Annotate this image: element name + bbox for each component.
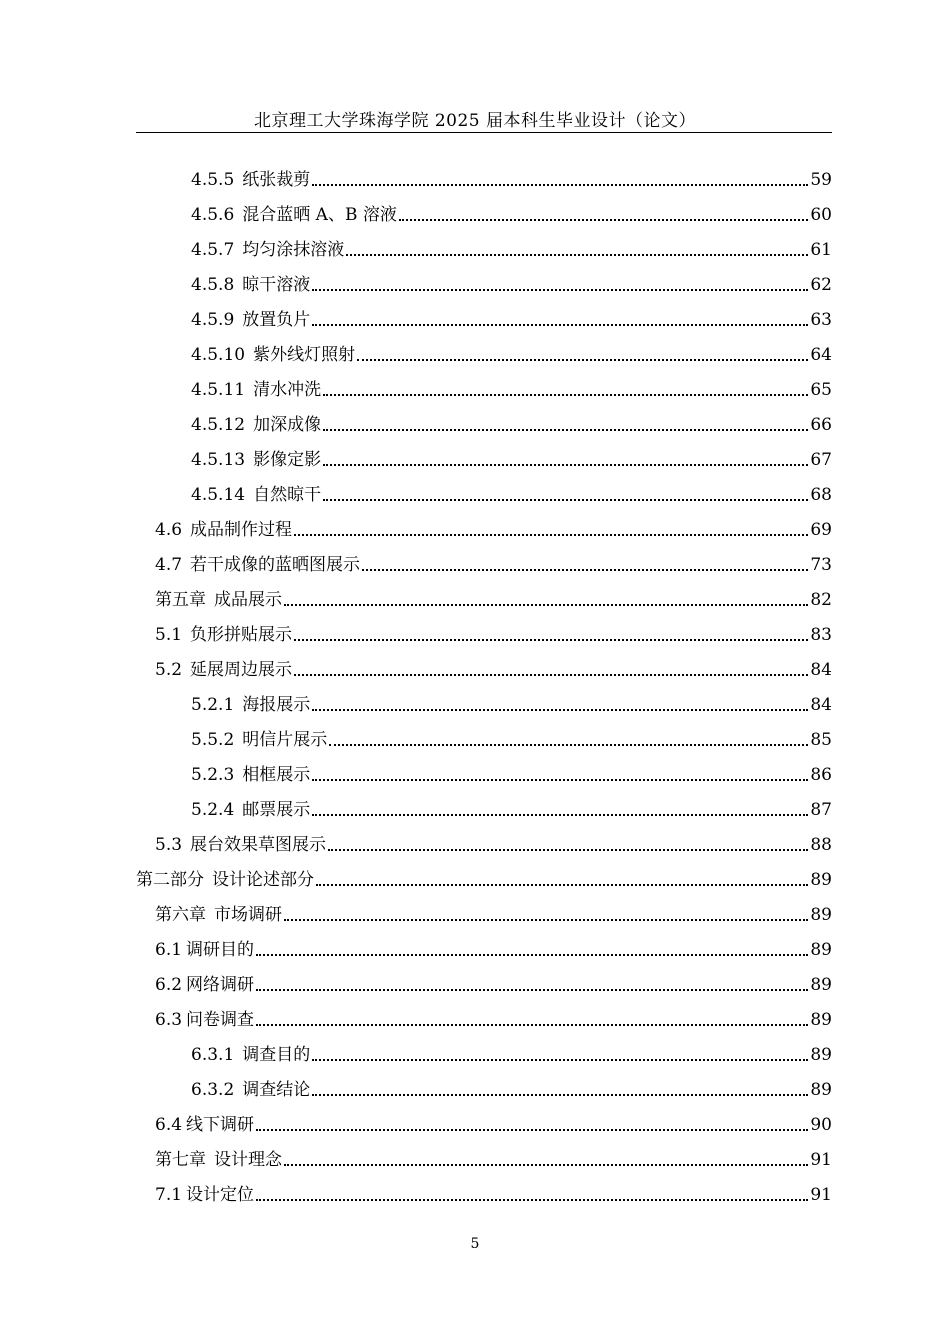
toc-entry-page: 73 (810, 555, 832, 575)
toc-entry-leader (357, 359, 808, 361)
toc-entry[interactable] (191, 723, 832, 758)
toc-entry[interactable] (191, 443, 832, 478)
toc-entry-title: 成品展示 (214, 590, 282, 610)
toc-entry-number: 6.3.2 (191, 1080, 235, 1100)
toc-entry-title: 市场调研 (214, 905, 282, 925)
toc-entry-page: 89 (810, 940, 832, 960)
toc-entry[interactable] (155, 653, 832, 688)
toc-entry-number: 4.5.13 (191, 450, 246, 470)
toc-entry-page: 89 (810, 1045, 832, 1065)
toc-entry-leader (294, 534, 808, 536)
toc-entry-number: 4.6 (155, 520, 183, 540)
toc-entry[interactable] (191, 198, 832, 233)
toc-entry-title: 成品制作过程 (190, 520, 293, 540)
toc-entry-number: 6.2 (155, 975, 183, 995)
toc-entry-leader (256, 989, 808, 991)
toc-entry-number: 4.5.14 (191, 485, 246, 505)
toc-entry[interactable] (136, 863, 832, 898)
toc-entry-page: 85 (810, 730, 832, 750)
toc-entry-page: 90 (810, 1115, 832, 1135)
toc-entry[interactable] (191, 688, 832, 723)
toc-entry-leader (329, 744, 808, 746)
toc-entry-number: 5.5.2 (191, 730, 235, 750)
toc-entry-leader (312, 1059, 808, 1061)
toc-entry-number: 4.5.9 (191, 310, 235, 330)
toc-entry-number: 4.5.5 (191, 170, 235, 190)
toc-entry-page: 83 (810, 625, 832, 645)
toc-entry-number: 4.5.7 (191, 240, 235, 260)
toc-entry-page: 89 (810, 975, 832, 995)
toc-entry-number: 第二部分 (136, 870, 204, 890)
toc-entry-title: 均匀涂抹溶液 (242, 240, 345, 260)
toc-entry-page: 91 (810, 1150, 832, 1170)
toc-entry-leader (328, 849, 808, 851)
toc-entry-page: 59 (810, 170, 832, 190)
toc-entry-page: 89 (810, 905, 832, 925)
toc-entry-title: 延展周边展示 (190, 660, 293, 680)
toc-entry-title: 设计理念 (214, 1150, 282, 1170)
toc-entry-title: 调研目的 (186, 940, 255, 960)
toc-entry-number: 7.1 (155, 1185, 183, 1205)
toc-entry-page: 60 (810, 205, 832, 225)
toc-entry-title: 清水冲洗 (253, 380, 322, 400)
toc-entry[interactable] (191, 233, 832, 268)
toc-entry-number: 5.2 (155, 660, 183, 680)
toc-entry-title: 设计论述部分 (212, 870, 314, 890)
toc-entry[interactable] (191, 163, 832, 198)
toc-entry[interactable] (191, 1073, 832, 1108)
toc-entry-leader (256, 954, 808, 956)
toc-entry-number: 4.5.8 (191, 275, 235, 295)
toc-entry-leader (323, 464, 808, 466)
toc-entry[interactable] (155, 1178, 832, 1213)
toc-entry-number: 6.3.1 (191, 1045, 235, 1065)
toc-entry[interactable] (155, 548, 832, 583)
toc-entry-title: 紫外线灯照射 (253, 345, 356, 365)
toc-entry-leader (256, 1199, 808, 1201)
toc-entry[interactable] (191, 268, 832, 303)
toc-entry-title: 调查目的 (242, 1045, 311, 1065)
toc-entry-number: 第五章 (155, 590, 206, 610)
toc-entry-leader (316, 884, 808, 886)
toc-entry-number: 4.5.6 (191, 205, 235, 225)
toc-entry-page: 86 (810, 765, 832, 785)
toc-entry[interactable] (191, 373, 832, 408)
toc-entry[interactable] (155, 828, 832, 863)
toc-entry-title: 加深成像 (253, 415, 322, 435)
page-number: 5 (470, 1236, 480, 1252)
toc-entry-title: 明信片展示 (242, 730, 328, 750)
toc-entry[interactable] (155, 513, 832, 548)
toc-entry-number: 5.3 (155, 835, 183, 855)
toc-entry-title: 网络调研 (186, 975, 255, 995)
toc-entry-title: 线下调研 (186, 1115, 255, 1135)
toc-entry[interactable] (155, 1108, 832, 1143)
toc-entry-number: 6.4 (155, 1115, 183, 1135)
toc-entry-title: 纸张裁剪 (242, 170, 311, 190)
toc-entry-page: 68 (810, 485, 832, 505)
toc-entry-title: 相框展示 (242, 765, 311, 785)
header-rule (136, 132, 832, 133)
toc-entry-leader (312, 289, 808, 291)
toc-entry-leader (284, 919, 808, 921)
toc-entry-page: 84 (810, 660, 832, 680)
toc-entry-number: 5.2.3 (191, 765, 235, 785)
toc-entry-number: 第七章 (155, 1150, 206, 1170)
toc-entry-title: 设计定位 (186, 1185, 255, 1205)
toc-entry-page: 67 (810, 450, 832, 470)
toc-entry-leader (346, 254, 808, 256)
toc-entry-leader (312, 1094, 808, 1096)
running-header: 北京理工大学珠海学院 2025 届本科生毕业设计（论文） (253, 111, 697, 131)
toc-entry-leader (399, 219, 809, 221)
toc-entry-page: 69 (810, 520, 832, 540)
toc-entry-leader (312, 324, 808, 326)
toc-entry[interactable] (191, 478, 832, 513)
toc-entry-number: 5.2.1 (191, 695, 235, 715)
toc-entry[interactable] (191, 338, 832, 373)
toc-entry-number: 5.1 (155, 625, 183, 645)
toc-entry[interactable] (155, 618, 832, 653)
toc-entry-leader (294, 639, 808, 641)
toc-entry-title: 负形拼贴展示 (190, 625, 293, 645)
toc-entry[interactable] (155, 583, 832, 618)
toc-entry-leader (362, 569, 808, 571)
toc-entry-title: 调查结论 (242, 1080, 311, 1100)
toc-entry-title: 混合蓝晒 A、B 溶液 (242, 205, 397, 225)
toc-entry-page: 88 (810, 835, 832, 855)
toc-entry-title: 邮票展示 (242, 800, 311, 820)
toc-entry[interactable] (191, 408, 832, 443)
toc-entry-leader (312, 779, 808, 781)
toc-entry-leader (256, 1024, 808, 1026)
toc-entry-page: 89 (810, 1080, 832, 1100)
toc-entry-number: 4.5.10 (191, 345, 246, 365)
toc-entry[interactable] (191, 1038, 832, 1073)
toc-entry[interactable] (155, 968, 832, 1003)
toc-entry-page: 91 (810, 1185, 832, 1205)
toc-entry-page: 87 (810, 800, 832, 820)
toc-entry[interactable] (155, 1143, 832, 1178)
toc-entry-page: 64 (810, 345, 832, 365)
toc-entry-number: 4.7 (155, 555, 183, 575)
toc-entry-leader (323, 429, 808, 431)
toc-entry-title: 放置负片 (242, 310, 311, 330)
toc-entry-page: 89 (810, 870, 832, 890)
toc-entry[interactable] (191, 793, 832, 828)
toc-entry-number: 4.5.11 (191, 380, 246, 400)
toc-entry[interactable] (155, 933, 832, 968)
toc-entry-page: 62 (810, 275, 832, 295)
toc-entry-title: 展台效果草图展示 (190, 835, 327, 855)
toc-entry-page: 66 (810, 415, 832, 435)
toc-entry-page: 89 (810, 1010, 832, 1030)
toc-entry-leader (256, 1129, 808, 1131)
toc-entry-page: 63 (810, 310, 832, 330)
toc-entry-leader (312, 184, 808, 186)
toc-entry-number: 第六章 (155, 905, 206, 925)
toc-entry[interactable] (155, 1003, 832, 1038)
toc-entry-page: 61 (810, 240, 832, 260)
toc-entry-page: 82 (810, 590, 832, 610)
toc-entry-page: 65 (810, 380, 832, 400)
toc-entry-number: 6.3 (155, 1010, 183, 1030)
toc-entry-leader (284, 1164, 808, 1166)
toc-entry-title: 影像定影 (253, 450, 322, 470)
toc-entry-leader (323, 499, 808, 501)
toc-entry-title: 问卷调查 (186, 1010, 255, 1030)
toc-entry-leader (312, 709, 808, 711)
toc-entry-number: 6.1 (155, 940, 183, 960)
toc-entry-number: 4.5.12 (191, 415, 246, 435)
toc-entry-page: 84 (810, 695, 832, 715)
toc-entry-title: 自然晾干 (253, 485, 322, 505)
toc-entry[interactable] (191, 758, 832, 793)
toc-entry-title: 海报展示 (242, 695, 311, 715)
toc-entry-title: 若干成像的蓝晒图展示 (190, 555, 361, 575)
toc-entry[interactable] (155, 898, 832, 933)
toc-entry-number: 5.2.4 (191, 800, 235, 820)
toc-entry-title: 晾干溶液 (242, 275, 311, 295)
toc-entry-leader (323, 394, 808, 396)
toc-entry-leader (284, 604, 808, 606)
toc-entry-leader (294, 674, 808, 676)
toc-entry-leader (312, 814, 808, 816)
toc-entry[interactable] (191, 303, 832, 338)
